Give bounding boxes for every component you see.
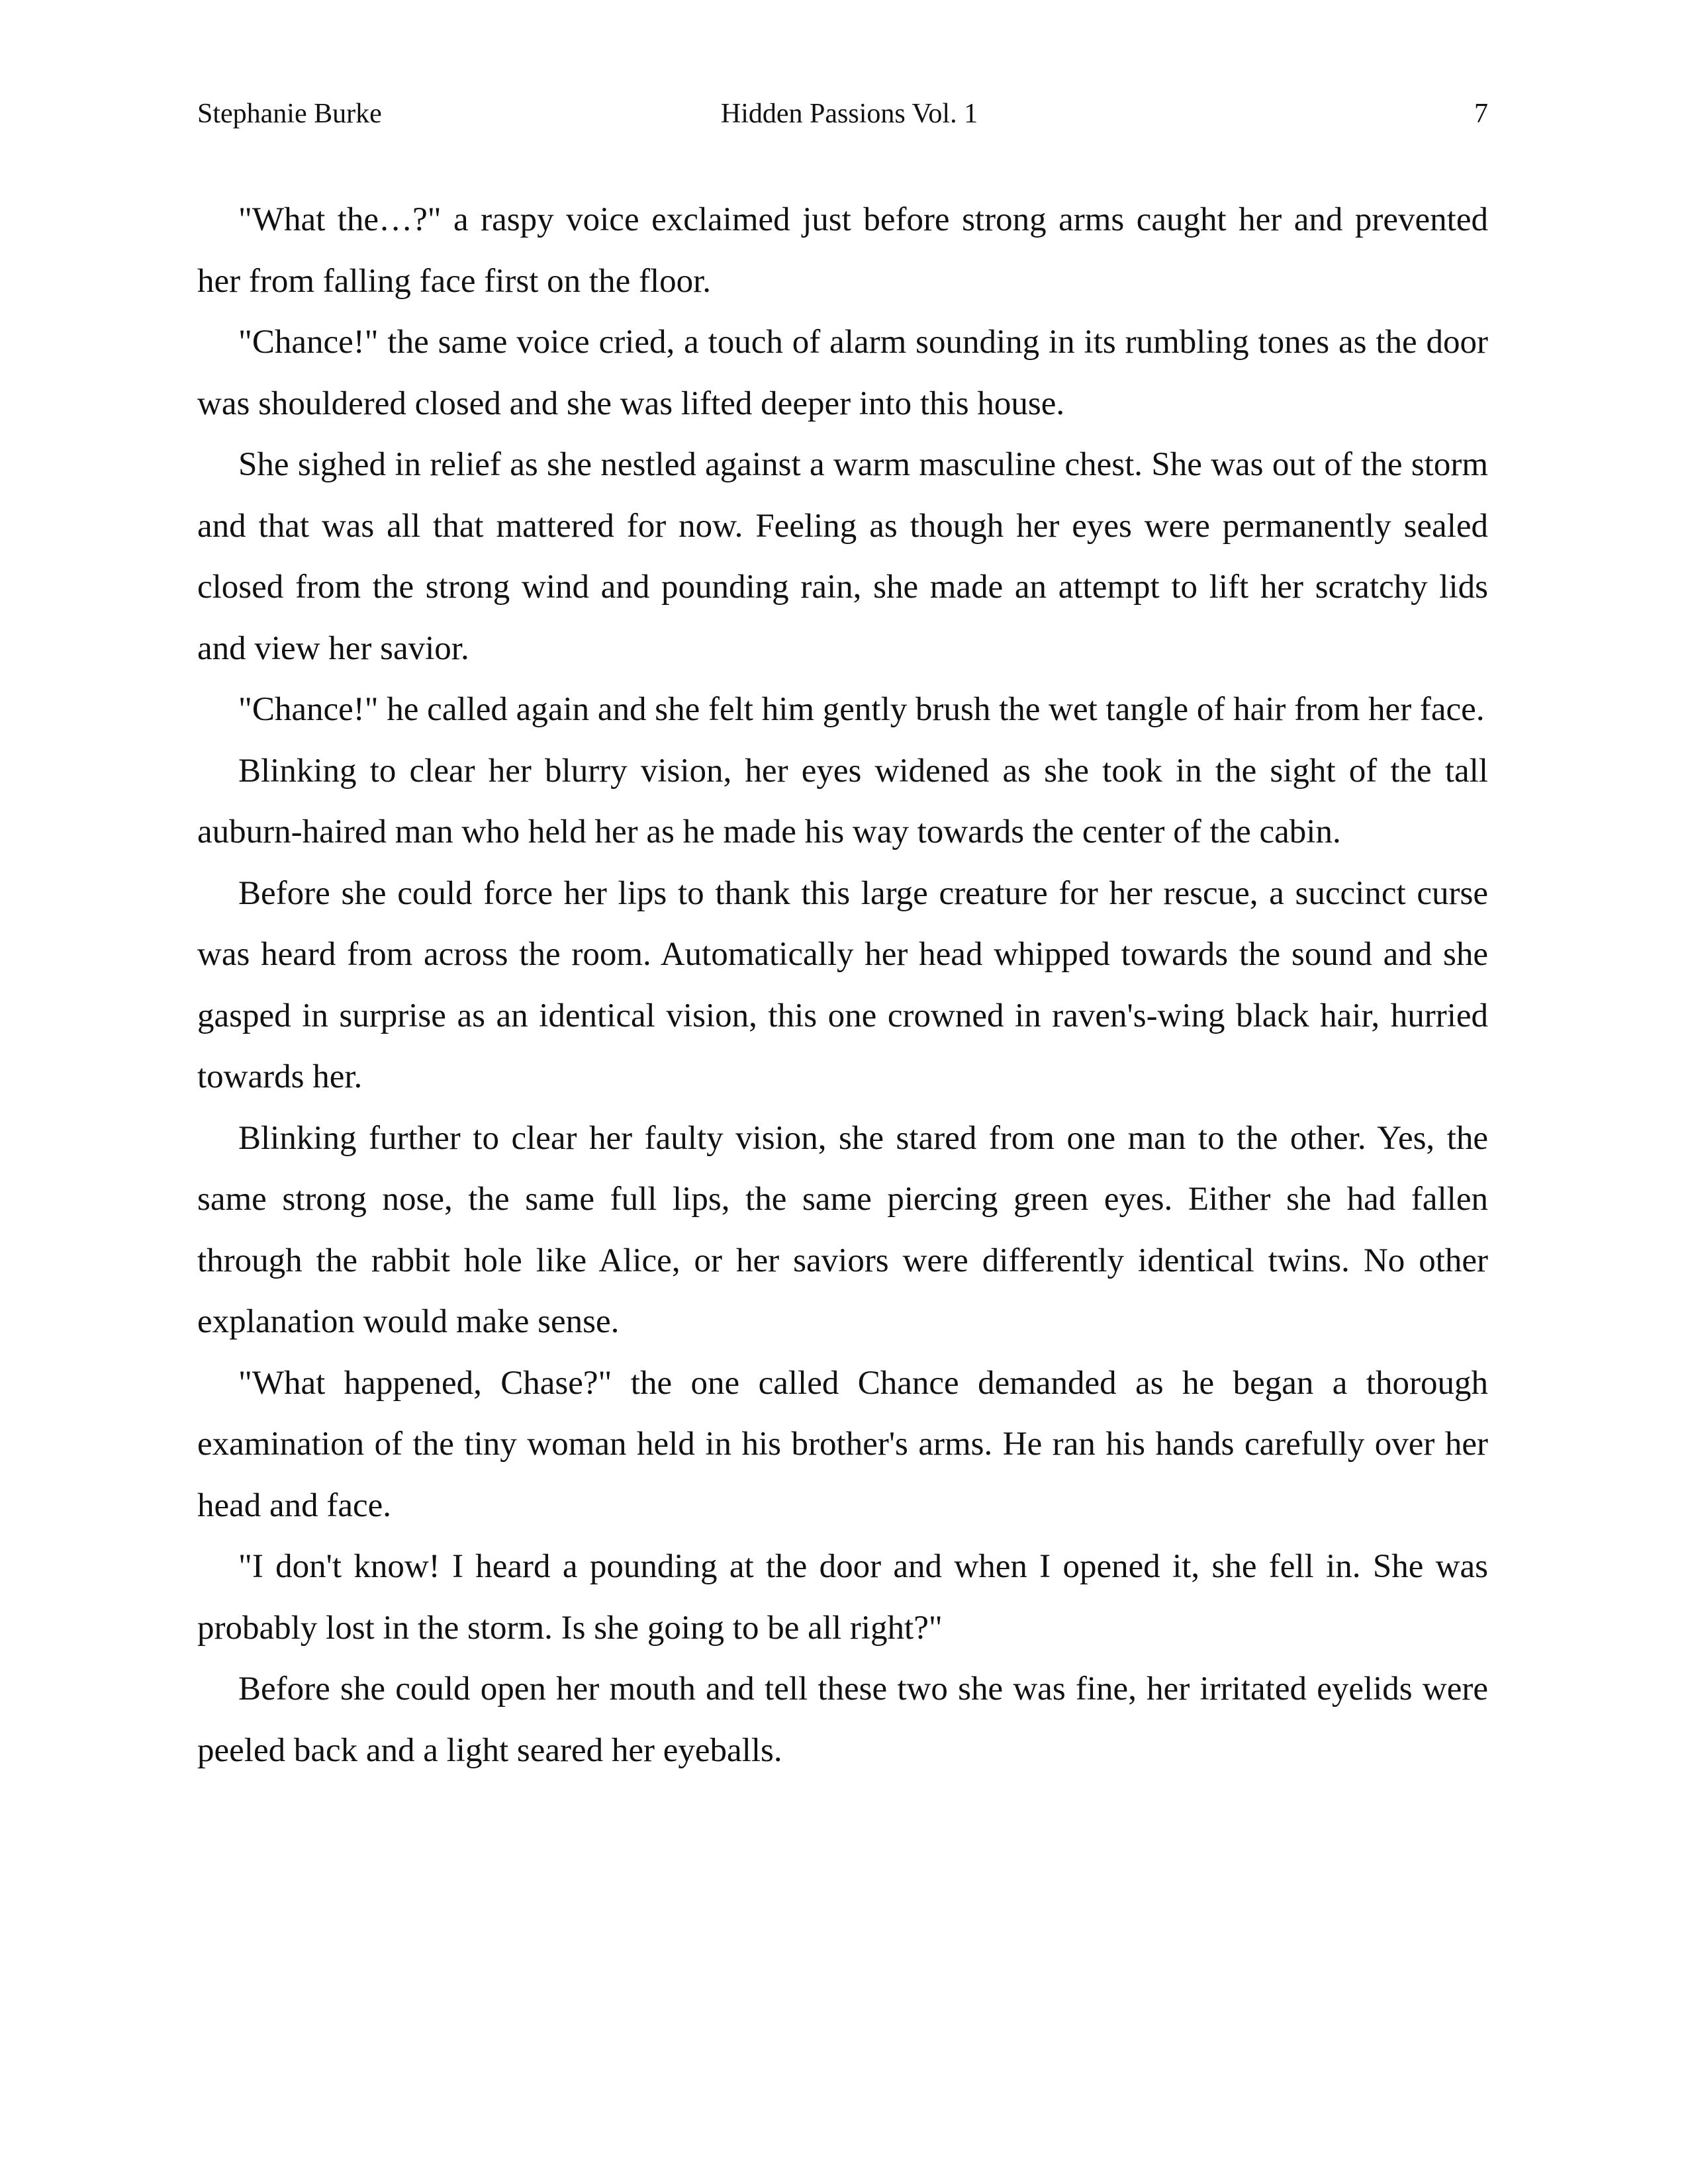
header-page-number: 7 [1474, 99, 1488, 129]
paragraph: Blinking further to clear her faulty vision, she stared from one man to the other. Yes, the same strong nose, the same full lips, the same piercing green eyes. Either she had fallen through the rabbit hole like Alice, or her saviors were differently identical twins. No other explanation would make sense. [197, 1119, 1488, 1340]
paragraph: "Chance!" he called again and she felt him gently brush the wet tangle of hair from her face. [238, 691, 1485, 728]
paragraph: Before she could force her lips to thank this large creature for her rescue, a succinct curse was heard from across the room. Automatically her head whipped towards the sound and she gasped in surprise as an identical vision, this one crowned in raven's-wing black hair, hurried towards her. [197, 874, 1488, 1095]
paragraph: Before she could open her mouth and tell these two she was fine, her irritated eyelids were peeled back and a light seared her eyeballs. [197, 1670, 1488, 1769]
page-header [197, 94, 1488, 134]
body-text [197, 189, 1488, 1781]
header-book-title: Hidden Passions Vol. 1 [720, 99, 978, 129]
paragraph: "What the…?" a raspy voice exclaimed just before strong arms caught her and prevented her from falling face first on the floor. [197, 201, 1488, 300]
paragraph: "What happened, Chase?" the one called Chance demanded as he began a thorough examination of the tiny woman held in his brother's arms. He ran his hands carefully over her head and face. [197, 1364, 1488, 1524]
paragraph: She sighed in relief as she nestled against a warm masculine chest. She was out of the storm and that was all that mattered for now. Feeling as though her eyes were permanently sealed closed from the strong wind and pounding rain, she made an attempt to lift her scratchy lids and view her savior. [197, 446, 1488, 667]
paragraph: "I don't know! I heard a pounding at the door and when I opened it, she fell in. She was probably lost in the storm. Is she going to be all right?" [197, 1548, 1488, 1647]
header-author: Stephanie Burke [197, 99, 382, 129]
paragraph: Blinking to clear her blurry vision, her eyes widened as she took in the sight of the tall auburn-haired man who held her as he made his way towards the center of the cabin. [197, 752, 1488, 850]
paragraph: "Chance!" the same voice cried, a touch of alarm sounding in its rumbling tones as the door was shouldered closed and she was lifted deeper into this house. [197, 324, 1488, 422]
